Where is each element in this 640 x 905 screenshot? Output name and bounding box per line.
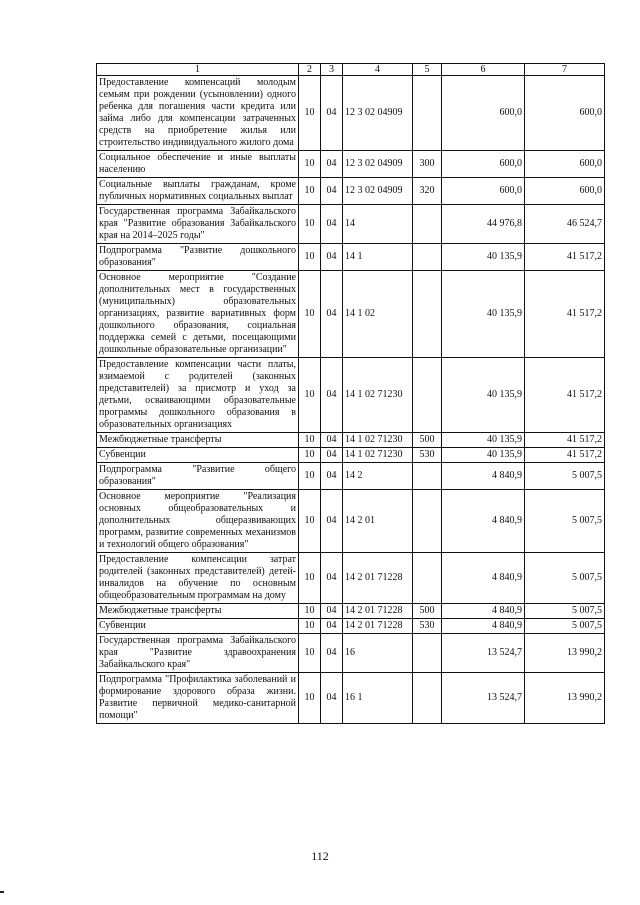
section-code-cell: 10 bbox=[299, 619, 321, 634]
amount-year2-cell: 5 007,5 bbox=[525, 553, 605, 604]
column-header-4: 4 bbox=[343, 64, 413, 76]
row-name-cell: Государственная программа Забайкальского края "Развитие образования Забайкальского края на 2014–2025 годы" bbox=[97, 205, 299, 244]
target-article-cell: 14 2 bbox=[343, 463, 413, 490]
table-row bbox=[97, 205, 605, 244]
row-name-cell: Подпрограмма "Профилактика заболеваний и формирование здорового образа жизни. Развитие первичной медико-санитарной помощи" bbox=[97, 673, 299, 724]
row-name-cell: Государственная программа Забайкальского края "Развитие здравоохранения Забайкальского края" bbox=[97, 634, 299, 673]
table-row bbox=[97, 76, 605, 151]
row-name-cell: Межбюджетные трансферты bbox=[97, 604, 299, 619]
table-row bbox=[97, 619, 605, 634]
page-number: 112 bbox=[311, 849, 329, 863]
column-header-7: 7 bbox=[525, 64, 605, 76]
section-code-cell: 10 bbox=[299, 634, 321, 673]
amount-year2-cell: 600,0 bbox=[525, 76, 605, 151]
table-row bbox=[97, 151, 605, 178]
expense-type-cell: 530 bbox=[413, 448, 442, 463]
column-header-5: 5 bbox=[413, 64, 442, 76]
amount-year1-cell: 600,0 bbox=[442, 151, 525, 178]
row-name-cell: Подпрограмма "Развитие дошкольного образования" bbox=[97, 244, 299, 271]
amount-year1-cell: 44 976,8 bbox=[442, 205, 525, 244]
expense-type-cell bbox=[413, 205, 442, 244]
amount-year1-cell: 4 840,9 bbox=[442, 619, 525, 634]
target-article-cell: 14 1 02 71230 bbox=[343, 433, 413, 448]
amount-year2-cell: 5 007,5 bbox=[525, 604, 605, 619]
column-header-1: 1 bbox=[97, 64, 299, 76]
subsection-code-cell: 04 bbox=[321, 244, 343, 271]
target-article-cell: 14 1 02 71230 bbox=[343, 448, 413, 463]
target-article-cell: 14 2 01 71228 bbox=[343, 553, 413, 604]
target-article-cell: 14 2 01 71228 bbox=[343, 619, 413, 634]
subsection-code-cell: 04 bbox=[321, 271, 343, 358]
section-code-cell: 10 bbox=[299, 178, 321, 205]
amount-year1-cell: 4 840,9 bbox=[442, 604, 525, 619]
target-article-cell: 12 3 02 04909 bbox=[343, 76, 413, 151]
section-code-cell: 10 bbox=[299, 433, 321, 448]
subsection-code-cell: 04 bbox=[321, 151, 343, 178]
row-name-cell: Социальное обеспечение и иные выплаты населению bbox=[97, 151, 299, 178]
subsection-code-cell: 04 bbox=[321, 490, 343, 553]
subsection-code-cell: 04 bbox=[321, 358, 343, 433]
expense-type-cell bbox=[413, 634, 442, 673]
section-code-cell: 10 bbox=[299, 205, 321, 244]
section-code-cell: 10 bbox=[299, 358, 321, 433]
expense-type-cell bbox=[413, 244, 442, 271]
amount-year1-cell: 40 135,9 bbox=[442, 358, 525, 433]
amount-year1-cell: 4 840,9 bbox=[442, 490, 525, 553]
subsection-code-cell: 04 bbox=[321, 673, 343, 724]
target-article-cell: 16 1 bbox=[343, 673, 413, 724]
subsection-code-cell: 04 bbox=[321, 619, 343, 634]
subsection-code-cell: 04 bbox=[321, 205, 343, 244]
amount-year1-cell: 600,0 bbox=[442, 178, 525, 205]
amount-year1-cell: 40 135,9 bbox=[442, 433, 525, 448]
expense-type-cell bbox=[413, 271, 442, 358]
amount-year1-cell: 13 524,7 bbox=[442, 673, 525, 724]
table-header-row bbox=[97, 64, 605, 76]
table-row bbox=[97, 433, 605, 448]
amount-year1-cell: 4 840,9 bbox=[442, 463, 525, 490]
amount-year2-cell: 13 990,2 bbox=[525, 673, 605, 724]
target-article-cell: 12 3 02 04909 bbox=[343, 178, 413, 205]
amount-year2-cell: 13 990,2 bbox=[525, 634, 605, 673]
expense-type-cell bbox=[413, 673, 442, 724]
target-article-cell: 12 3 02 04909 bbox=[343, 151, 413, 178]
amount-year2-cell: 41 517,2 bbox=[525, 448, 605, 463]
subsection-code-cell: 04 bbox=[321, 433, 343, 448]
expense-type-cell: 530 bbox=[413, 619, 442, 634]
amount-year2-cell: 5 007,5 bbox=[525, 463, 605, 490]
table-row bbox=[97, 553, 605, 604]
row-name-cell: Основное мероприятие "Реализация основных общеобразовательных и дополнительных общеразвивающих программ, развитие современных механизмов и технологий общего образования" bbox=[97, 490, 299, 553]
column-header-3: 3 bbox=[321, 64, 343, 76]
section-code-cell: 10 bbox=[299, 244, 321, 271]
subsection-code-cell: 04 bbox=[321, 553, 343, 604]
section-code-cell: 10 bbox=[299, 271, 321, 358]
expense-type-cell bbox=[413, 553, 442, 604]
subsection-code-cell: 04 bbox=[321, 604, 343, 619]
expense-type-cell bbox=[413, 463, 442, 490]
expense-type-cell: 320 bbox=[413, 178, 442, 205]
amount-year1-cell: 40 135,9 bbox=[442, 448, 525, 463]
expense-type-cell: 500 bbox=[413, 433, 442, 448]
subsection-code-cell: 04 bbox=[321, 634, 343, 673]
amount-year2-cell: 600,0 bbox=[525, 178, 605, 205]
row-name-cell: Предоставление компенсации затрат родителей (законных представителей) детей-инвалидов на обучение по основным общеобразовательным программам на дому bbox=[97, 553, 299, 604]
target-article-cell: 14 bbox=[343, 205, 413, 244]
section-code-cell: 10 bbox=[299, 448, 321, 463]
table-row bbox=[97, 448, 605, 463]
target-article-cell: 14 2 01 bbox=[343, 490, 413, 553]
table-row bbox=[97, 358, 605, 433]
target-article-cell: 14 1 02 71230 bbox=[343, 358, 413, 433]
target-article-cell: 14 1 bbox=[343, 244, 413, 271]
section-code-cell: 10 bbox=[299, 553, 321, 604]
table-row bbox=[97, 634, 605, 673]
amount-year2-cell: 5 007,5 bbox=[525, 619, 605, 634]
expense-type-cell: 500 bbox=[413, 604, 442, 619]
row-name-cell: Социальные выплаты гражданам, кроме публичных нормативных социальных выплат bbox=[97, 178, 299, 205]
amount-year2-cell: 41 517,2 bbox=[525, 244, 605, 271]
row-name-cell: Субвенции bbox=[97, 448, 299, 463]
table-row bbox=[97, 178, 605, 205]
column-header-6: 6 bbox=[442, 64, 525, 76]
amount-year1-cell: 600,0 bbox=[442, 76, 525, 151]
scan-edge-mark bbox=[0, 891, 4, 893]
table-body bbox=[97, 76, 605, 724]
amount-year1-cell: 40 135,9 bbox=[442, 271, 525, 358]
target-article-cell: 14 2 01 71228 bbox=[343, 604, 413, 619]
expense-type-cell bbox=[413, 490, 442, 553]
table-row bbox=[97, 604, 605, 619]
row-name-cell: Предоставление компенсации части платы, взимаемой с родителей (законных представителей) за присмотр и уход за детьми, осваивающими образовательные программы дошкольного образования в образовательных организациях bbox=[97, 358, 299, 433]
target-article-cell: 14 1 02 bbox=[343, 271, 413, 358]
row-name-cell: Предоставление компенсаций молодым семьям при рождении (усыновлении) одного ребенка для погашения части кредита или займа либо для компенсации затраченных средств на приобретение жилья или строительство индивидуального жилого дома bbox=[97, 76, 299, 151]
expense-type-cell: 300 bbox=[413, 151, 442, 178]
row-name-cell: Субвенции bbox=[97, 619, 299, 634]
row-name-cell: Межбюджетные трансферты bbox=[97, 433, 299, 448]
target-article-cell: 16 bbox=[343, 634, 413, 673]
section-code-cell: 10 bbox=[299, 76, 321, 151]
amount-year2-cell: 41 517,2 bbox=[525, 271, 605, 358]
section-code-cell: 10 bbox=[299, 463, 321, 490]
amount-year2-cell: 46 524,7 bbox=[525, 205, 605, 244]
table-row bbox=[97, 673, 605, 724]
amount-year2-cell: 41 517,2 bbox=[525, 358, 605, 433]
table-row bbox=[97, 271, 605, 358]
section-code-cell: 10 bbox=[299, 673, 321, 724]
subsection-code-cell: 04 bbox=[321, 448, 343, 463]
row-name-cell: Подпрограмма "Развитие общего образования" bbox=[97, 463, 299, 490]
amount-year2-cell: 5 007,5 bbox=[525, 490, 605, 553]
table-row bbox=[97, 244, 605, 271]
section-code-cell: 10 bbox=[299, 151, 321, 178]
amount-year2-cell: 600,0 bbox=[525, 151, 605, 178]
amount-year1-cell: 13 524,7 bbox=[442, 634, 525, 673]
budget-table bbox=[96, 63, 605, 724]
amount-year1-cell: 40 135,9 bbox=[442, 244, 525, 271]
column-header-2: 2 bbox=[299, 64, 321, 76]
subsection-code-cell: 04 bbox=[321, 178, 343, 205]
amount-year2-cell: 41 517,2 bbox=[525, 433, 605, 448]
subsection-code-cell: 04 bbox=[321, 463, 343, 490]
table-row bbox=[97, 463, 605, 490]
amount-year1-cell: 4 840,9 bbox=[442, 553, 525, 604]
row-name-cell: Основное мероприятие "Создание дополнительных мест в государственных (муниципальных) образовательных организациях, развитие вариативных форм дошкольного образования, социальная поддержка семей с детьми, посещающими дошкольные образовательные организации" bbox=[97, 271, 299, 358]
expense-type-cell bbox=[413, 358, 442, 433]
table-row bbox=[97, 490, 605, 553]
section-code-cell: 10 bbox=[299, 490, 321, 553]
section-code-cell: 10 bbox=[299, 604, 321, 619]
subsection-code-cell: 04 bbox=[321, 76, 343, 151]
expense-type-cell bbox=[413, 76, 442, 151]
